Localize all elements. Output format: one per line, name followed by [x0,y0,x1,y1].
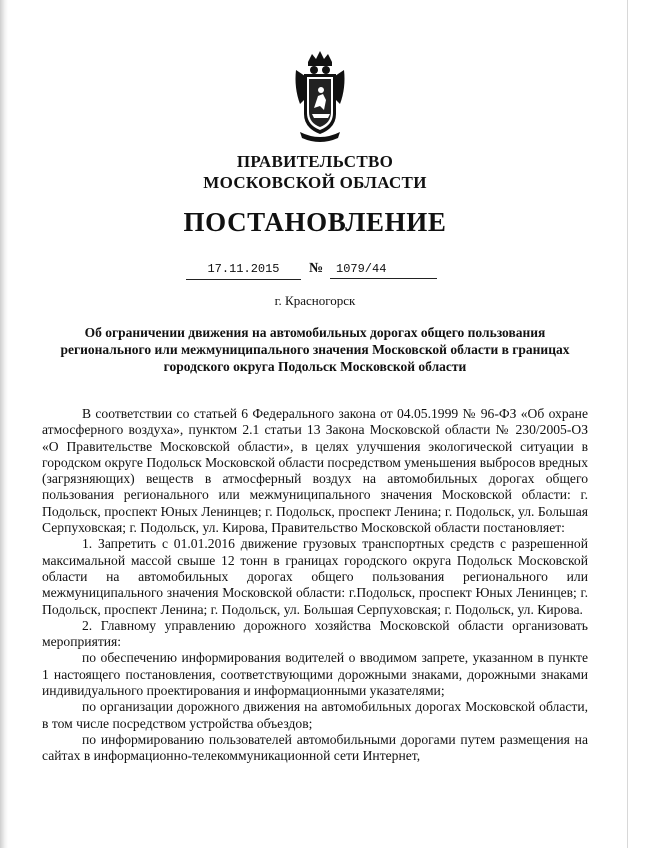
body-paragraph-measure-3: по информированию пользователей автомобильными дорогами путем размещения на сайтах в информационно-телекоммуникационной сети Интернет, [42,731,588,764]
number-sign: № [309,261,324,276]
body-paragraph-item-1: 1. Запретить с 01.01.2016 движение грузовых транспортных средств с разрешенной максимальной массой свыше 12 тонн в границах городского округа Подольск Московской области на автомобильных дорогах общего пользования регионального или межмуниципального значения Московской области: г.Подольск, проспект Юных Ленинцев; г. Подольск, проспект Ленина; г. Подольск, ул. Большая Серпуховская; г. Подольск, ул. Кирова. [42,536,588,617]
decree-number: 1079/44 [330,262,437,279]
scan-margin-line [627,0,628,848]
government-title-line1: ПРАВИТЕЛЬСТВО [236,152,394,171]
body-paragraph-preamble: В соответствии со статьей 6 Федерального закона от 04.05.1999 № 96-ФЗ «Об охране атмосферного воздуха», пунктом 2.1 статьи 13 Закона Московской области № 230/2005-ОЗ «О Правительстве Московской области», в целях улучшения экологической ситуации в городском округе Подольск Московской области посредством уменьшения выбросов вредных (загрязняющих) веществ в атмосферный воздух на автомобильных дорогах общего пользования регионального или межмуниципального значения Московской области: г. Подольск, проспект Юных Ленинцев; г. Подольск, проспект Ленина; г. Подольск, ул. Большая Серпуховская; г. Подольск, ул. Кирова, Правительство Московской области постановляет: [42,406,588,536]
body-paragraph-item-2: 2. Главному управлению дорожного хозяйства Московской области организовать мероприятия: [42,617,588,650]
decree-date: 17.11.2015 [186,262,301,280]
body-paragraph-measure-1: по обеспечению информирования водителей о вводимом запрете, указанном в пункте 1 настоящего постановления, соответствующими дорожными знаками, дорожными знаками индивидуального проектирования и информационными указателями; [42,650,588,699]
decree-body [42,406,588,765]
issue-city: г. Красногорск [274,293,356,308]
decree-subject: Об ограничении движения на автомобильных дорогах общего пользования регионального или межмуниципального значения Московской области в границах городского округа Подольск Московской области [60,325,570,374]
document-type-title: ПОСТАНОВЛЕНИЕ [183,207,447,237]
moscow-oblast-coat-of-arms-icon [290,48,350,144]
scan-edge-shadow [0,0,8,848]
body-paragraph-measure-2: по организации дорожного движения на автомобильных дорогах Московской области, в том числе посредством устройства объездов; [42,699,588,731]
government-title-line2: МОСКОВСКОЙ ОБЛАСТИ [203,173,427,192]
